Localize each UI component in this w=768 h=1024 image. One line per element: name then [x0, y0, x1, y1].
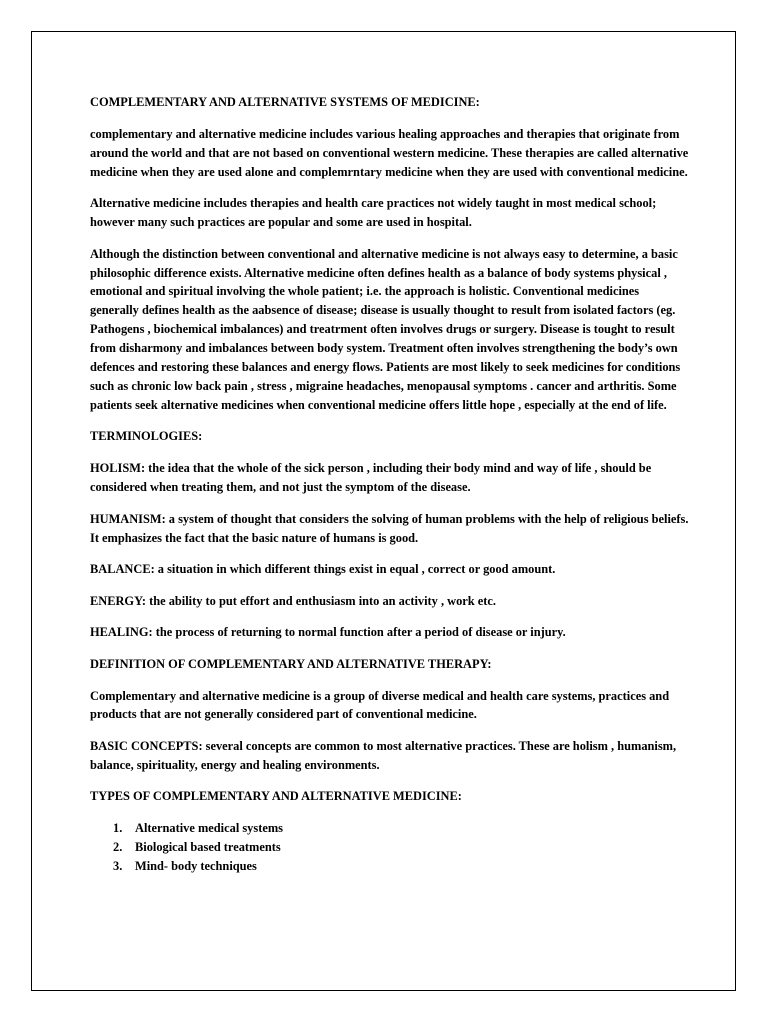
list-item: [90, 857, 690, 876]
terminologies-heading: TERMINOLOGIES:: [90, 429, 203, 444]
list-item-label: Biological based treatments: [135, 840, 281, 855]
list-item-number: 1.: [113, 821, 123, 836]
types-heading: TYPES OF COMPLEMENTARY AND ALTERNATIVE MEDICINE:: [90, 789, 462, 804]
intro-paragraph-1: complementary and alternative medicine includes various healing approaches and therapies that originate from around the world and that are not based on conventional western medicine. These therapies are called alternative medicine when they are used alone and complemrntary medicine when they are used with conventional medicine.: [90, 126, 689, 179]
term-humanism: HUMANISM: a system of thought that considers the solving of human problems with the help of religious beliefs. It emphasizes the fact that the basic nature of humans is good.: [90, 511, 689, 545]
list-item: [90, 819, 690, 838]
list-item-label: Alternative medical systems: [135, 821, 283, 836]
definition-text: Complementary and alternative medicine is a group of diverse medical and health care systems, practices and products that are not generally considered part of conventional medicine.: [90, 688, 670, 722]
document-body: [90, 93, 690, 876]
intro-paragraph-3: Although the distinction between conventional and alternative medicine is not always easy to determine, a basic philosophic difference exists. Alternative medicine often defines health as a balance of body systems physical , emotional and spiritual involving the whole patient; i.e. the approach is holistic. Conventional medicines generally defines health as the aabsence of disease; disease is usually thought to result from isolated factors (eg. Pathogens , biochemical imbalances) and treatrment often involves drugs or surgery. Disease is tought to result from disharmony and imbalances between body system. Treatment often involves strengthening the body’s own defences and restoring these balances and energy flows. Patients are most likely to seek medicines for conditions such as chronic low back pain , stress , migraine headaches, menopausal symptoms . cancer and arthritis. Some patients seek alternative medicines when conventional medicine offers little hope , especially at the end of life.: [90, 246, 681, 412]
basic-concepts-text: BASIC CONCEPTS: several concepts are common to most alternative practices. These are holism , humanism, balance, spirituality, energy and healing environments.: [90, 738, 677, 772]
term-energy: ENERGY: the ability to put effort and enthusiasm into an activity , work etc.: [90, 593, 497, 608]
term-balance: BALANCE: a situation in which different things exist in equal , correct or good amount.: [90, 562, 556, 577]
list-item: [90, 838, 690, 857]
term-holism: HOLISM: the idea that the whole of the sick person , including their body mind and way of life , should be considered when treating them, and not just the symptom of the disease.: [90, 461, 652, 495]
document-title: COMPLEMENTARY AND ALTERNATIVE SYSTEMS OF MEDICINE:: [90, 95, 480, 109]
term-healing: HEALING: the process of returning to normal function after a period of disease or injury.: [90, 625, 566, 640]
list-item-number: 3.: [113, 859, 123, 874]
types-list: [90, 819, 690, 876]
definition-heading: DEFINITION OF COMPLEMENTARY AND ALTERNATIVE THERAPY:: [90, 656, 492, 671]
intro-paragraph-2: Alternative medicine includes therapies and health care practices not widely taught in most medical school; however many such practices are popular and some are used in hospital.: [90, 196, 657, 230]
list-item-number: 2.: [113, 840, 123, 855]
list-item-label: Mind- body techniques: [135, 859, 257, 874]
